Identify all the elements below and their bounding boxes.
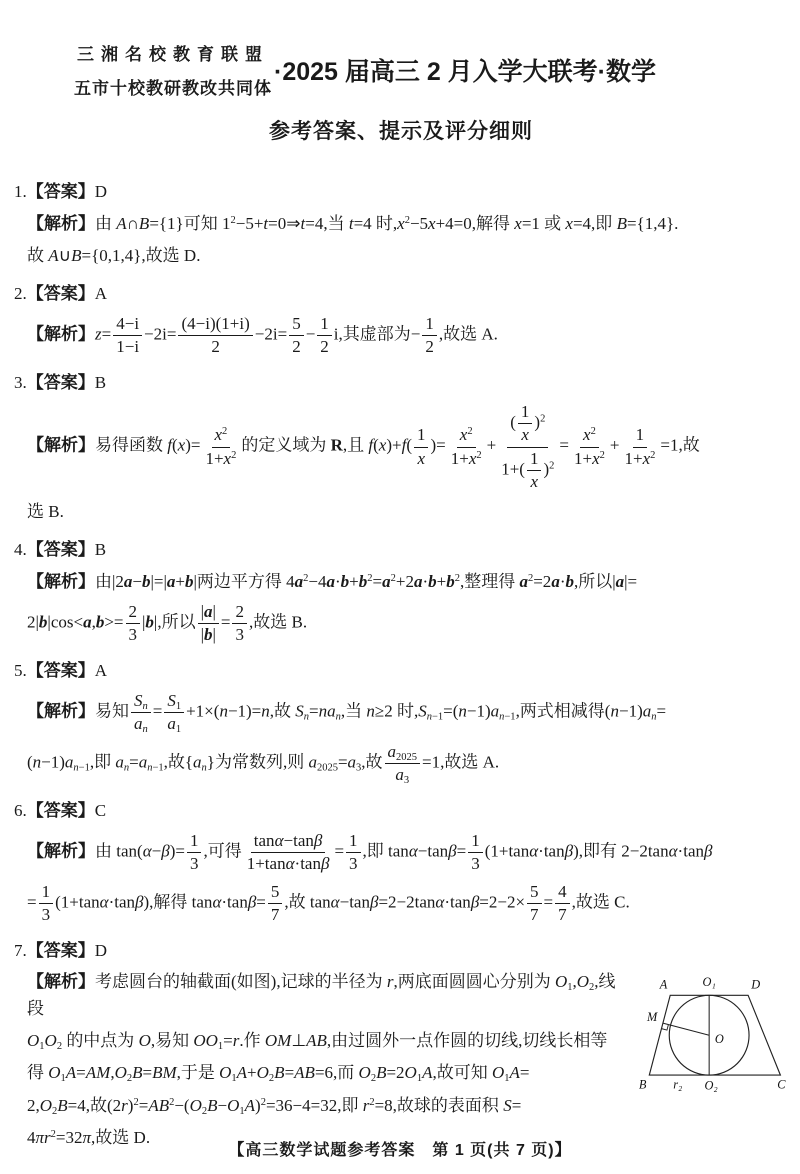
figure-label-D: D	[751, 978, 761, 993]
page-subtitle: 参考答案、提示及评分细则	[269, 120, 533, 143]
analysis-line: 【解析】易得函数 f(x)= $\frac{x^2}{1+x^2}$ 的定义域为 R,且 f(x)+f( $\frac{1}{x}$ )= $\frac{x^2}{1+x^2}$ + ( $\frac{1}{x}$ )$^2$ 1+( $\frac{1}{x}$ )$^2$ = $\frac{x^2}{1+x^2}$ + $\frac{1}{1+x^2}$ =1,故	[27, 402, 700, 491]
answer-line	[14, 179, 788, 205]
question-6	[14, 798, 788, 926]
question-number: 5.	[14, 661, 27, 681]
question-number: 7.	[14, 940, 27, 960]
answer-line	[14, 370, 788, 396]
answer-label: 【答案】	[26, 801, 95, 820]
answer-label: 【答案】	[26, 372, 95, 392]
figure-label-C: C	[777, 1077, 786, 1092]
question-number: 3.	[14, 372, 27, 392]
figure-label-r2: r₂	[673, 1077, 683, 1092]
analysis-line: 【解析】由 tan(α−β)= $\frac{1}{3}$ ,可得 $\frac{\tan\alpha-\tan\beta}{1+\tan\alpha\cdot\tan\beta}$ = $\frac{1}{3}$ ,即 tanα−tanβ= $\frac{1}{3}$ (1+tanα·tanβ),即有 2−2tanα·tanβ	[27, 830, 713, 873]
analysis-line: 得 $O_1A=AM,O_2B=BM$,于是 $O_1A+O_2B=AB=6$,而 $O_2B=2O_1A$,故可知 $O_1A=$	[27, 1063, 530, 1085]
analysis-line: 【解析】由|2a−b|=|a+b|两边平方得 $4a^2-4a\cdot b+b^2=a^2+2a\cdot b+b^2$,整理得 $a^2=2a\cdot b$,所以|a|=	[27, 571, 638, 591]
analysis-block	[14, 211, 788, 270]
answer-value: B	[94, 372, 107, 392]
answer-line	[14, 281, 788, 307]
answer-label: 【答案】	[26, 284, 95, 304]
question-4	[14, 537, 788, 646]
question-1	[14, 179, 788, 269]
figure-label-O2: O₂	[704, 1078, 718, 1093]
answer-label: 【答案】	[26, 540, 95, 560]
geometry-diagram	[636, 969, 788, 1109]
analysis-line: 故 A∪B={0,1,4},故选 D.	[27, 245, 201, 265]
analysis-block	[14, 690, 788, 786]
analysis-line: 【解析】易知 $\frac{S_n}{a_n}$ = $\frac{S_1}{a_1}$ +1×(n−1)=n,故 $S_n=na_n$,当 n≥2 时$,S_{n-1}=(n-1)a_{n-1}$,两式相减得$(n-1)a_n=$	[27, 690, 667, 735]
question-2	[14, 281, 788, 358]
analysis-line: $(n-1)a_{n-1}$,即 $a_n=a_{n-1}$,故$\{a_n\}$为常数列,则 $a_{2025}=a_3$,故 $\frac{a_{2025}}{a_3}$ =1,故选 A.	[27, 741, 500, 786]
question-number: 4.	[14, 540, 27, 560]
analysis-line: 【解析】考虑圆台的轴截面(如图),记球的半径为 r,两底面圆圆心分别为 $O_1,O_2$,线段	[27, 972, 616, 1018]
figure-label-B: B	[638, 1077, 647, 1092]
question-number: 2.	[14, 284, 27, 304]
organization-line-2: 五市十校教研教改共同体	[74, 79, 272, 98]
analysis-line: 【解析】z= $\frac{4-i}{1-i}$ −2i= $\frac{(4-i)(1+i)}{2}$ −2i= $\frac{5}{2}$ − $\frac{1}{2}$ i,其虚部为− $\frac{1}{2}$ ,故选 A.	[27, 313, 498, 356]
figure-label-O1: O₁	[702, 975, 716, 990]
figure-label-O: O	[714, 1032, 724, 1047]
analysis-line: 2|b|cos<a,b>= $\frac{2}{3}$ |b|,所以 $\frac{|a|}{|b|}$ = $\frac{2}{3}$ ,故选 B.	[27, 601, 308, 645]
page-footer: 【高三数学试题参考答案 第 1 页(共 7 页)】	[228, 1142, 572, 1159]
answer-line	[14, 798, 788, 824]
analysis-block	[14, 313, 788, 358]
exam-title: ·2025 届高三 2 月入学大联考·数学	[274, 57, 657, 86]
analysis-line: 选 B.	[27, 501, 64, 521]
answer-value: D	[94, 940, 108, 960]
analysis-block	[14, 830, 788, 926]
answer-line	[14, 658, 788, 684]
analysis-block	[14, 569, 788, 647]
answer-value: A	[94, 284, 108, 304]
analysis-line: 【解析】由 A∩B={1}可知 $1^2-5+t=0\Rightarrow t=4$,当 t=4 时$,x^2-5x+4=0$,解得 x=1 或 x=4,即 B={1,4}.	[27, 213, 679, 233]
document-header	[14, 40, 788, 145]
answer-line	[14, 938, 788, 964]
question-5	[14, 658, 788, 786]
answer-label: 【答案】	[26, 661, 95, 681]
answer-value: D	[94, 182, 108, 201]
answer-value: B	[94, 540, 107, 560]
analysis-block	[14, 401, 788, 525]
figure-label-A: A	[659, 978, 668, 993]
answer-label: 【答案】	[26, 940, 95, 960]
answer-value: A	[94, 661, 108, 681]
analysis-line: $O_1O_2$ 的中点为 O,易知 $OO_1=r$.作 OM⊥AB,由过圆外一点作圆的切线,切线长相等	[27, 1031, 608, 1053]
frustum-cross-section-figure	[636, 969, 788, 1109]
answer-line	[14, 537, 788, 563]
question-number: 1.	[14, 182, 27, 201]
figure-label-M: M	[647, 1010, 658, 1025]
analysis-block	[14, 969, 788, 1151]
answer-value: C	[94, 801, 107, 820]
organization-line-1: 三湘名校教育联盟	[77, 45, 269, 64]
analysis-line: $2,O_2B=4$,故$(2r)^2=AB^2-(O_2B-O_1A)^2=36-4=32$,即 $r^2=8$,故球的表面积 S=	[27, 1095, 522, 1117]
answer-label: 【答案】	[26, 182, 95, 201]
analysis-line: = $\frac{1}{3}$ (1+tanα·tanβ),解得 tanα·tanβ= $\frac{5}{7}$ ,故 tanα−tanβ=2−2tanα·tanβ=2−2× $\frac{5}{7}$ = $\frac{4}{7}$ ,故选 C.	[27, 881, 630, 924]
question-7	[14, 938, 788, 1152]
question-number: 6.	[14, 801, 27, 820]
question-3	[14, 370, 788, 525]
answers-content	[14, 179, 788, 1151]
analysis-line: $4\pi r^2=32\pi$,故选 D.	[27, 1128, 151, 1148]
organization-block	[74, 40, 272, 99]
